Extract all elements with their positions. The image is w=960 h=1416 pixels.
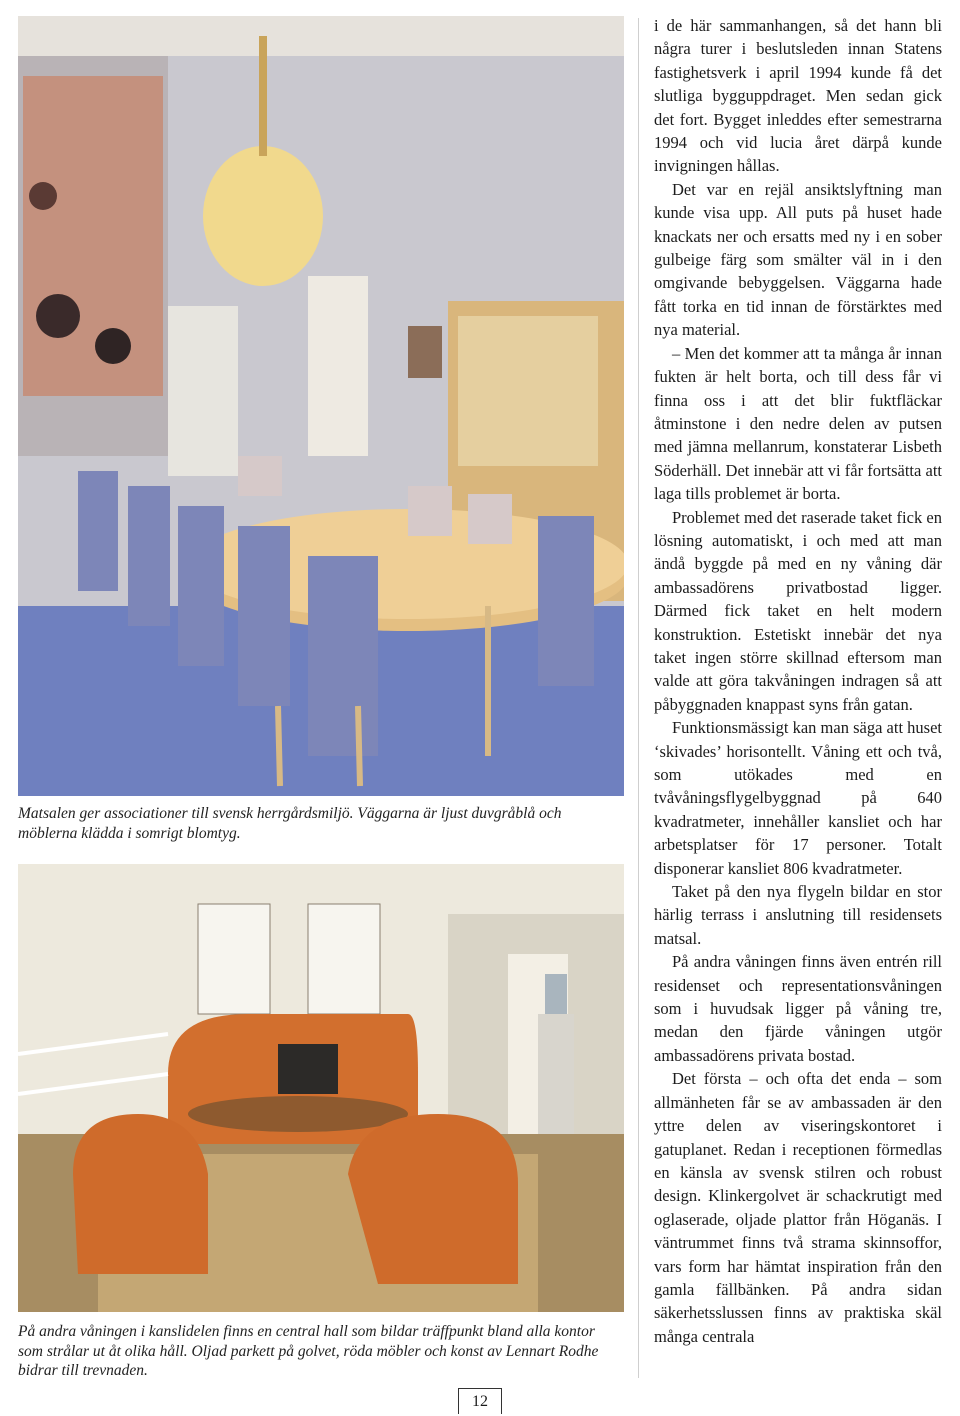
paragraph: Funktionsmässigt kan man säga att huset ‘skivades’ horisontellt. Våning ett och två, som utökades med en tvåvåningsflygelbyggnad på 640 kvadratmeter, innehåller kansliet och har arbetsplatser för 17 personer. Totalt disponerar kansliet 806 kvadratmeter.: [654, 718, 942, 878]
central-hall-photo: [18, 864, 624, 1312]
paragraph: Det första – och ofta det enda – som allmänheten får se av ambassaden är den yttre delen av viseringskontoret i gatuplanet. Redan i receptionen förmedlas en känsla av svensk stilren och robust design. Klinkergolvet är schackrutigt med oglaserade, oljade plattor från Höganäs. I väntrummet finns två strama skinnsoffor, vars form har hämtat inspiration från den gamla fällbänken. På andra sidan säkerhetsslussen finns av praktiska skäl många centrala: [654, 1069, 942, 1346]
dining-room-photo: [18, 16, 624, 796]
paragraph: Problemet med det raserade taket fick en lösning automatiskt, i och med att man ändå byggde på med en ny våning där ambassadörens privatbostad ligger. Därmed fick taket en helt modern konstruktion. Estetiskt innebär det nya taket ingen större skillnad eftersom man valde att göra takvåningen indragen så att påbyggnaden knappast syns från gatan.: [654, 507, 942, 714]
paragraph: Det var en rejäl ansiktslyftning man kunde visa upp. All puts på huset hade knackats ner och ersatts med ny i en sober gulbeige färg som smälter väl in i den omgivande bebyggelsen. Väggarna hade fått torka en tid innan de förstärktes med nya material.: [654, 179, 942, 340]
central-hall-caption: På andra våningen i kanslidelen finns en central hall som bildar träffpunkt bland alla kontor som strålar ut åt olika håll. Oljad parkett på golvet, röda möbler och konst av Lennart Rodhe bidrar till trevnaden.: [18, 1323, 599, 1379]
paragraph: På andra våningen finns även entrén rill residenset och representationsvåningen som i huvudsak ligger på våning tre, medan den fjärde våningen utgör ambassadörens privata bostad.: [654, 952, 942, 1065]
dining-room-caption: Matsalen ger associationer till svensk herrgårdsmiljö. Väggarna är ljust duvgråblå och möblerna klädda i somrigt blomtyg.: [18, 805, 562, 842]
page-number: 12: [458, 1388, 502, 1414]
paragraph: i de här sammanhangen, så det hann bli några turer i beslutsleden innan Statens fastighetsverk i april 1994 kunde få det slutliga bygguppdraget. Men sedan gick det fort. Bygget inleddes efter semestrarna 1994 och vid lucia året därpå kunde invigningen hållas.: [654, 16, 942, 176]
paragraph: – Men det kommer att ta många år innan fukten är helt borta, och till dess får vi finna oss i att det blir fuktfläckar åtminstone i den nedre delen av putsen med jämna mellanrum, konstaterar Lisbeth Söderhäll. Det innebär att vi får fortsätta att laga tills problemet är borta.: [654, 343, 942, 504]
article-body: [654, 14, 942, 1348]
paragraph: Taket på den nya flygeln bildar en stor härlig terrass i anslutning till residensets matsal.: [654, 882, 942, 948]
column-divider: [638, 18, 639, 1378]
